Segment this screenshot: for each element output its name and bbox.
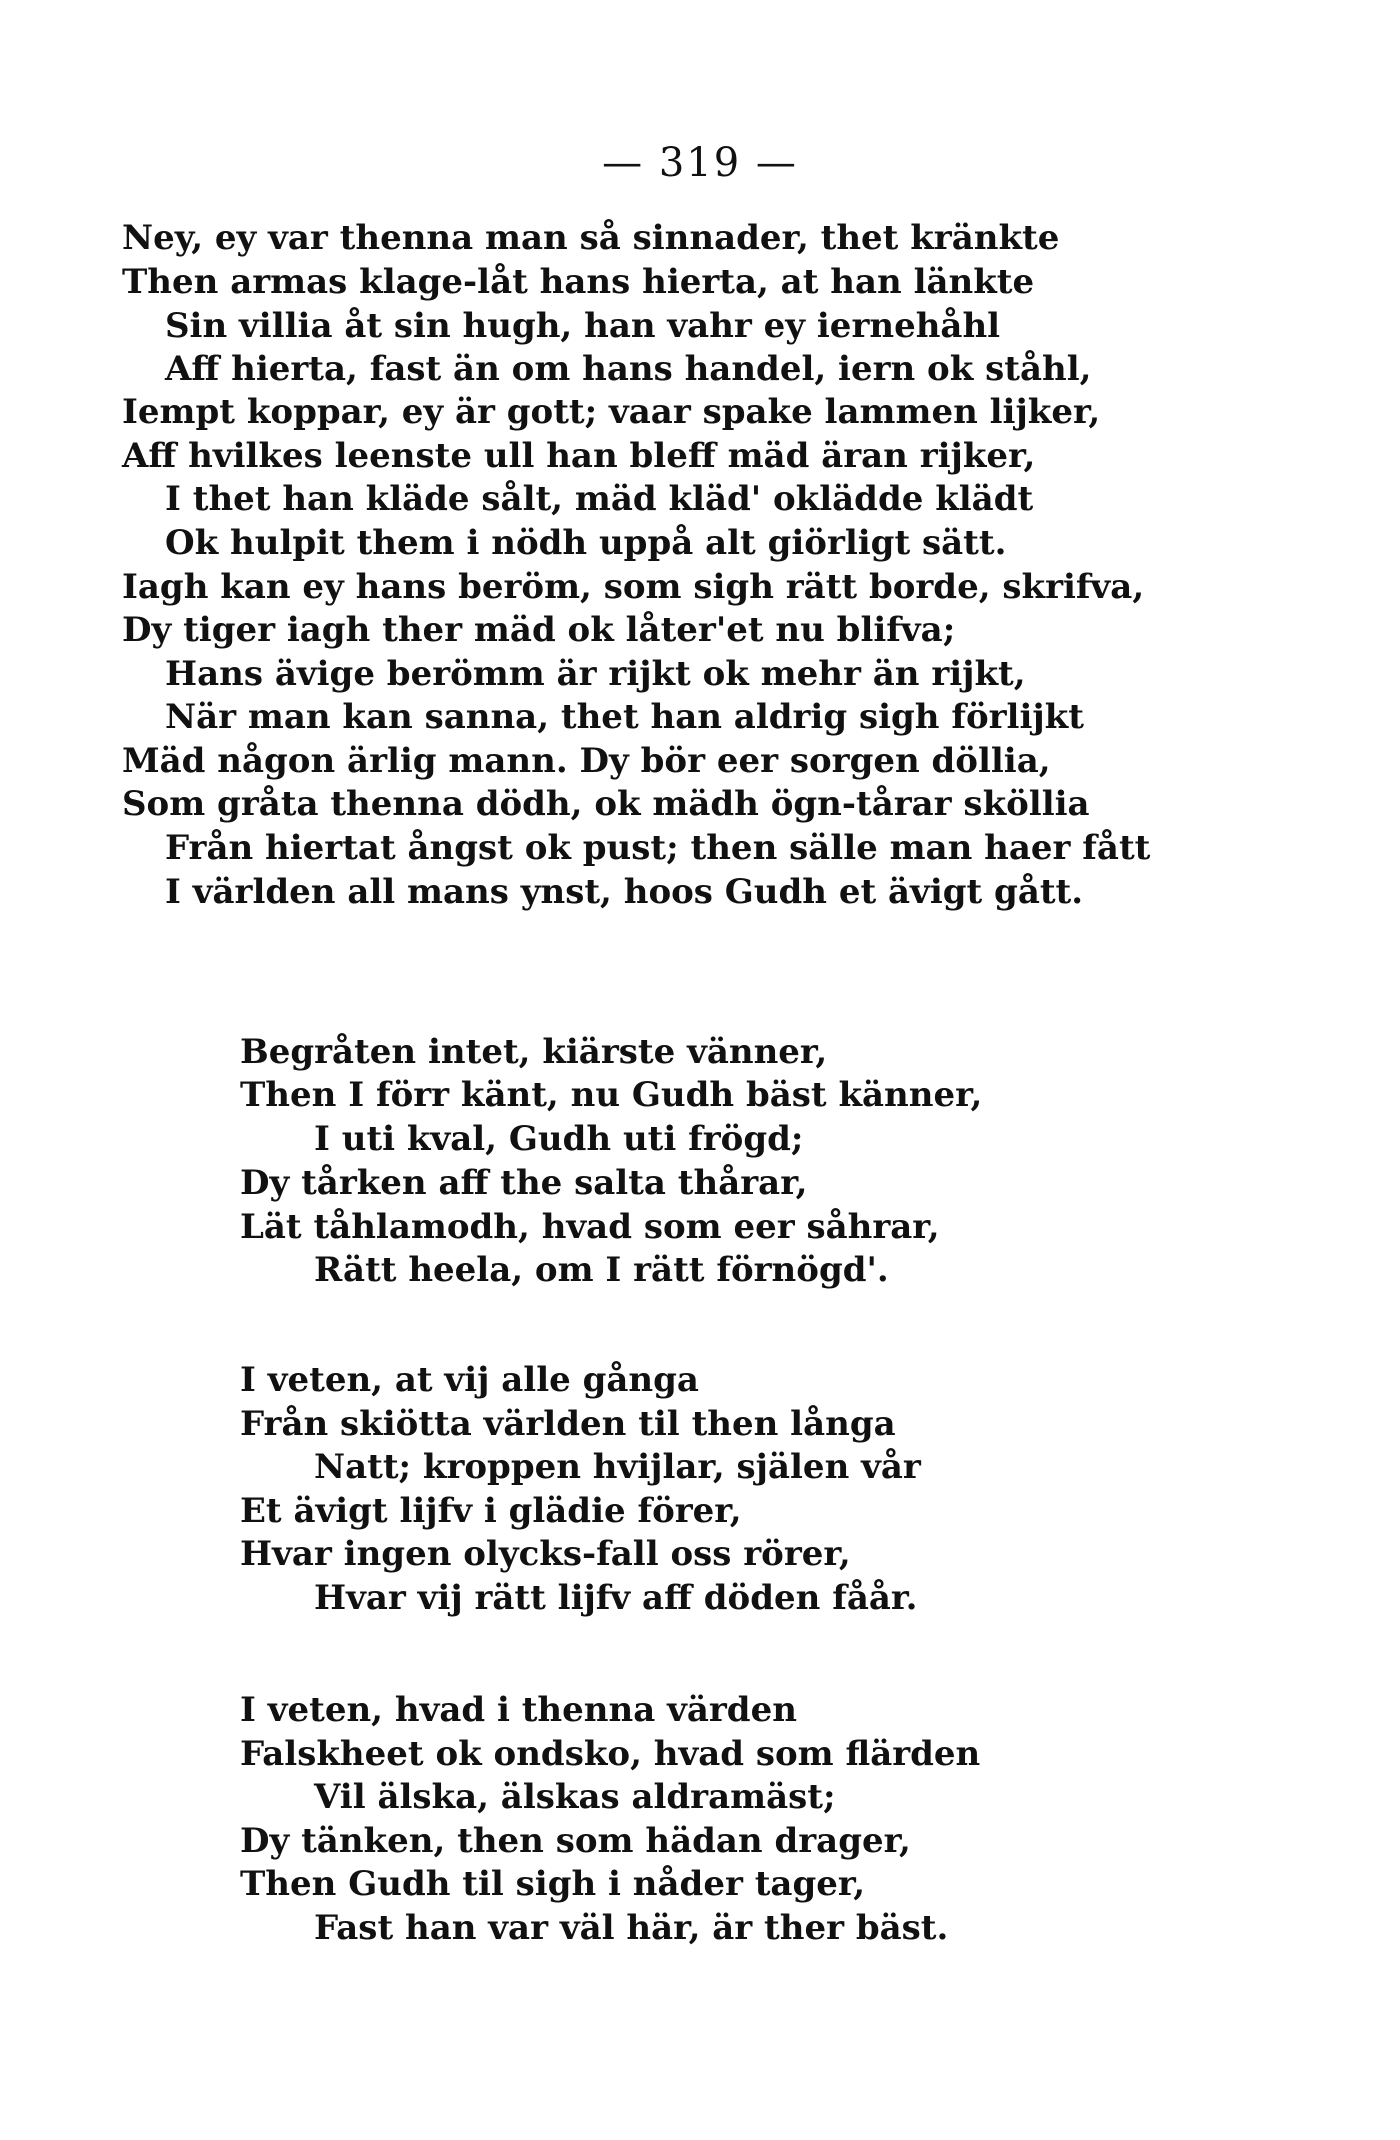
poem-line: Ney, ey var thenna man så sinnader, thet kränkte [122,218,1060,258]
poem-line: Dy tänken, then som hädan drager, [240,1821,911,1861]
poem-line: Hvar vij rätt lijfv aff döden fåår. [314,1578,918,1618]
poem-line: I veten, at vij alle gånga [240,1360,699,1400]
poem-line: Fast han var väl här, är ther bäst. [314,1908,949,1948]
poem-line: Iempt koppar, ey är gott; vaar spake lammen lijker, [122,392,1101,432]
poem-line: Begråten intet, kiärste vänner, [240,1032,828,1072]
poem-line: Falskheet ok ondsko, hvad som flärden [240,1734,981,1774]
poem-line: I veten, hvad i thenna värden [240,1690,797,1730]
page-number: — 319 — [602,140,798,186]
poem-line: Vil älska, älskas aldramäst; [314,1777,836,1817]
poem-line: Then armas klage-låt hans hierta, at han länkte [122,262,1035,302]
poem-line: Hans ävige berömm är rijkt ok mehr än rijkt, [165,654,1026,694]
poem-line: I uti kval, Gudh uti frögd; [314,1119,804,1159]
poem-line: Ok hulpit them i nödh uppå alt giörligt sätt. [165,523,1007,563]
poem-line: Hvar ingen olycks-fall oss rörer, [240,1534,851,1574]
poem-line: Then I förr känt, nu Gudh bäst känner, [240,1075,983,1115]
poem-line: Dy tiger iagh ther mäd ok låter'et nu blifva; [122,610,956,650]
poem-line: När man kan sanna, thet han aldrig sigh förlijkt [165,697,1084,737]
poem-line: Sin villia åt sin hugh, han vahr ey iernehåhl [165,306,1001,346]
poem-line: Iagh kan ey hans beröm, som sigh rätt borde, skrifva, [122,567,1145,607]
poem-line: Mäd någon ärlig mann. Dy bör eer sorgen döllia, [122,741,1051,781]
poem-line: I thet han kläde sålt, mäd kläd' oklädde klädt [165,479,1034,519]
poem-line: Från skiötta världen til then långa [240,1404,896,1444]
poem-line: I världen all mans ynst, hoos Gudh et ävigt gått. [165,872,1084,912]
poem-line: Et ävigt lijfv i glädie förer, [240,1491,742,1531]
poem-line: Then Gudh til sigh i nåder tager, [240,1864,866,1904]
poem-line: Aff hvilkes leenste ull han bleff mäd äran rijker, [122,436,1036,476]
poem-line: Dy tårken aff the salta thårar, [240,1163,808,1203]
poem-line: Lät tåhlamodh, hvad som eer såhrar, [240,1207,940,1247]
poem-line: Natt; kroppen hvijlar, själen vår [314,1447,921,1487]
poem-line: Rätt heela, om I rätt förnögd'. [314,1250,889,1290]
poem-line: Som gråta thenna dödh, ok mädh ögn-tårar sköllia [122,784,1090,824]
poem-line: Aff hierta, fast än om hans handel, iern ok ståhl, [165,349,1092,389]
poem-line: Från hiertat ångst ok pust; then sälle man haer fått [165,828,1151,868]
